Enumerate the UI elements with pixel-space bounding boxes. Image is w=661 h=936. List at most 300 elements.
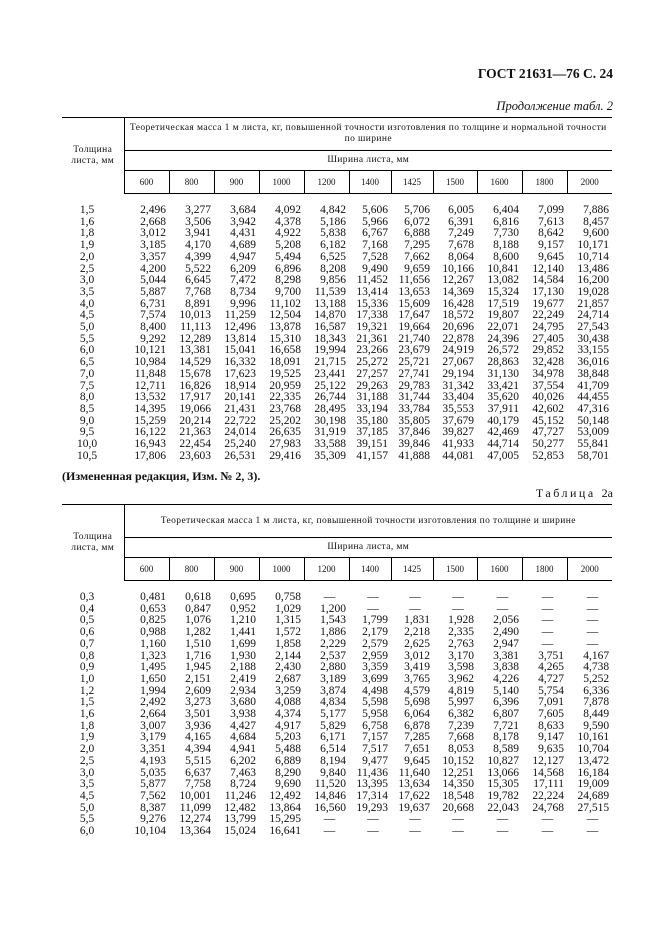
mass-cell: 15,310: [269, 332, 301, 345]
mass-cell: 3,007: [140, 719, 166, 732]
mass-cell: 3,012: [140, 227, 166, 240]
mass-cell: 24,689: [577, 789, 610, 802]
mass-cell: 35,553: [442, 402, 474, 415]
mass-cell: 29,263: [356, 379, 388, 392]
mass-cell: 8,053: [448, 743, 474, 756]
mass-cell: 8,642: [538, 227, 564, 240]
mass-cell: —: [323, 591, 336, 603]
width-col-header: 1425: [391, 558, 433, 581]
mass-cell: —: [496, 825, 509, 838]
mass-cell: —: [409, 602, 421, 615]
mass-cell: 10,001: [179, 789, 211, 802]
mass-cell: 8,724: [230, 778, 256, 791]
thickness-cell: 4,5: [79, 309, 95, 322]
width-col-header: 900: [214, 558, 259, 581]
mass-cell: 7,758: [185, 778, 211, 791]
mass-cell: 26,531: [224, 449, 256, 462]
mass-cell: 44,081: [442, 449, 474, 462]
mass-cell: 27,257: [356, 367, 388, 380]
mass-cell: 7,099: [538, 204, 564, 216]
thickness-cell: 1,9: [79, 731, 95, 744]
mass-cell: 3,699: [362, 672, 388, 685]
mass-cell: —: [586, 602, 599, 615]
mass-cell: 3,941: [185, 227, 211, 240]
mass-cell: 41,709: [577, 379, 610, 392]
mass-cell: 5,494: [275, 250, 301, 263]
mass-cell: 50,277: [532, 438, 564, 451]
mass-cell: 20,214: [179, 414, 211, 427]
width-col-header: 1600: [477, 558, 522, 581]
mass-cell: 17,338: [356, 309, 388, 322]
mass-cell: 10,104: [134, 825, 166, 838]
mass-cell: 4,689: [230, 239, 256, 252]
mass-cell: 1,282: [185, 626, 211, 639]
mass-cell: 5,877: [140, 778, 166, 791]
mass-cell: 1,858: [275, 637, 301, 650]
table-row: [62, 709, 612, 721]
mass-cell: 6,209: [230, 262, 256, 275]
mass-cell: 22,071: [487, 321, 519, 334]
mass-cell: 6,171: [320, 731, 346, 744]
thickness-cell: 1,6: [79, 708, 95, 721]
mass-cell: 1,572: [275, 626, 301, 639]
mass-cell: 2,496: [140, 204, 166, 216]
mass-cell: 2,151: [185, 672, 211, 685]
width-header: Ширина листа, мм: [124, 538, 612, 558]
mass-cell: 2,179: [362, 626, 388, 639]
mass-cell: 18,091: [269, 356, 301, 369]
mass-cell: 38,848: [577, 367, 610, 380]
table-row: [62, 439, 612, 451]
mass-cell: 10,704: [577, 743, 610, 756]
mass-cell: 8,600: [493, 250, 519, 263]
mass-cell: 7,651: [404, 743, 430, 756]
mass-cell: 2,668: [140, 215, 166, 228]
mass-cell: 11,640: [398, 766, 430, 779]
mass-cell: 31,188: [356, 391, 388, 404]
mass-cell: 40,179: [487, 414, 519, 427]
mass-cell: 5,522: [185, 262, 211, 275]
mass-cell: 4,579: [404, 684, 430, 697]
mass-cell: —: [367, 602, 379, 615]
mass-cell: 8,633: [538, 719, 564, 732]
width-values-row: [62, 171, 612, 194]
mass-cell: 3,273: [185, 696, 211, 709]
thickness-cell: 3,0: [79, 766, 95, 779]
mass-cell: 5,606: [362, 204, 388, 216]
mass-cell: 1,441: [230, 626, 256, 639]
mass-cell: 20,696: [442, 321, 474, 334]
mass-cell: 8,457: [583, 215, 610, 228]
mass-cell: 5,203: [275, 731, 301, 744]
mass-cell: —: [586, 626, 599, 639]
mass-cell: 7,168: [362, 239, 388, 252]
mass-cell: 30,438: [577, 332, 610, 345]
width-col-header: 2000: [567, 558, 612, 581]
mass-cell: 7,668: [448, 731, 474, 744]
mass-cell: 1,510: [185, 637, 211, 650]
mass-cell: 45,152: [532, 414, 564, 427]
mass-cell: 22,878: [442, 332, 474, 345]
mass-cell: 33,588: [314, 438, 346, 451]
mass-cell: 9,635: [538, 743, 564, 756]
mass-cell: —: [409, 591, 421, 603]
mass-cell: 19,782: [487, 789, 519, 802]
mass-cell: 3,936: [185, 719, 211, 732]
mass-cell: 31,130: [487, 367, 519, 380]
mass-cell: 12,496: [224, 321, 256, 334]
thickness-cell: 2,5: [79, 754, 95, 767]
mass-cell: 8,891: [185, 297, 211, 310]
mass-cell: 4,834: [320, 696, 346, 709]
mass-cell: 25,240: [224, 438, 256, 451]
mass-cell: 2,229: [320, 637, 346, 650]
mass-cell: 6,889: [275, 754, 301, 767]
mass-cell: 10,714: [577, 250, 610, 263]
mass-cell: 5,698: [404, 696, 430, 709]
mass-cell: 14,846: [314, 789, 346, 802]
mass-cell: 22,335: [269, 391, 301, 404]
mass-cell: 9,590: [583, 719, 610, 732]
mass-cell: 10,013: [179, 309, 211, 322]
mass-cell: 1,495: [140, 661, 166, 674]
width-col-header: 1400: [349, 558, 391, 581]
mass-cell: 6,064: [404, 708, 430, 721]
mass-cell: 9,856: [320, 274, 346, 287]
mass-cell: 2,537: [320, 649, 346, 662]
mass-cell: —: [541, 825, 554, 838]
mass-cell: 15,336: [356, 297, 388, 310]
thickness-cell: 2,0: [79, 250, 95, 263]
mass-cell: 16,560: [314, 801, 346, 814]
mass-cell: 19,637: [398, 801, 430, 814]
mass-cell: 17,111: [533, 778, 564, 791]
mass-cell: 8,449: [583, 708, 610, 721]
width-col-header: 1800: [522, 171, 567, 194]
mass-cell: 4,394: [185, 743, 211, 756]
thickness-cell: 5,0: [79, 801, 95, 814]
mass-cell: —: [452, 591, 464, 603]
mass-cell: 0,618: [185, 591, 211, 603]
mass-cell: 5,887: [140, 285, 166, 298]
thickness-cell: 7,5: [79, 379, 95, 392]
thickness-cell: 0,8: [79, 649, 95, 662]
mass-cell: 10,121: [134, 344, 166, 357]
mass-cell: 19,807: [487, 309, 519, 322]
mass-cell: 1,160: [140, 637, 166, 650]
mass-cell: 23,679: [398, 344, 430, 357]
mass-cell: —: [496, 591, 509, 603]
mass-cell: 9,645: [404, 754, 430, 767]
table-row: [62, 322, 612, 334]
mass-cell: 28,495: [314, 402, 346, 415]
mass-cell: 26,744: [314, 391, 346, 404]
thickness-cell: 1,2: [79, 684, 95, 697]
mass-cell: 6,404: [493, 204, 519, 216]
mass-cell: 6,896: [275, 262, 301, 275]
mass-cell: 9,996: [230, 297, 256, 310]
table-row: [62, 639, 612, 651]
mass-cell: 8,188: [493, 239, 519, 252]
mass-cell: 3,179: [140, 731, 166, 744]
mass-cell: 5,829: [320, 719, 346, 732]
mass-cell: 6,072: [404, 215, 430, 228]
mass-cell: 33,421: [487, 379, 519, 392]
mass-cell: 13,814: [224, 332, 256, 345]
mass-cell: —: [367, 825, 379, 838]
mass-cell: 33,404: [442, 391, 474, 404]
mass-cell: 1,315: [275, 614, 301, 627]
mass-cell: 4,374: [275, 708, 301, 721]
mass-cell: 11,656: [398, 274, 430, 287]
mass-cell: 5,035: [140, 766, 166, 779]
mass-cell: 2,763: [448, 637, 474, 650]
mass-cell: 3,598: [448, 661, 474, 674]
mass-cell: 3,170: [448, 649, 474, 662]
mass-cell: 18,572: [442, 309, 474, 322]
mass-cell: 1,831: [404, 614, 430, 627]
mass-cell: 12,127: [532, 754, 564, 767]
mass-cell: 12,492: [269, 789, 301, 802]
mass-cell: 3,501: [185, 708, 211, 721]
mass-cell: —: [452, 825, 464, 838]
thickness-cell: 1,5: [79, 696, 95, 709]
mass-cell: —: [586, 825, 599, 838]
mass-cell: 14,870: [314, 309, 346, 322]
width-col-header: 1425: [391, 171, 433, 194]
mass-cell: 11,436: [356, 766, 388, 779]
mass-cell: 5,754: [538, 684, 564, 697]
mass-cell: 16,184: [577, 766, 610, 779]
thickness-cell: 6,0: [79, 825, 95, 838]
width-values-row: [62, 558, 612, 581]
mass-cell: 12,251: [442, 766, 474, 779]
mass-cell: 8,734: [230, 285, 256, 298]
mass-cell: 55,841: [577, 438, 610, 451]
mass-cell: 33,155: [577, 344, 610, 357]
mass-cell: 6,637: [185, 766, 211, 779]
width-col-header: 1000: [259, 558, 304, 581]
mass-cell: 13,799: [224, 813, 256, 826]
width-col-header: 1600: [477, 171, 522, 194]
mass-cell: 3,506: [185, 215, 211, 228]
mass-cell: 16,332: [224, 356, 256, 369]
mass-cell: 3,359: [362, 661, 388, 674]
mass-cell: 36,016: [577, 356, 610, 369]
table-row: [62, 369, 612, 381]
mass-cell: 4,170: [185, 239, 211, 252]
mass-cell: 2,609: [185, 684, 211, 697]
width-col-header: 1500: [433, 558, 477, 581]
mass-cell: 25,272: [356, 356, 388, 369]
mass-cell: —: [367, 813, 379, 826]
mass-cell: 23,768: [269, 402, 301, 415]
mass-cell: 11,520: [314, 778, 346, 791]
mass-cell: 13,381: [179, 344, 211, 357]
mass-cell: 13,634: [398, 778, 430, 791]
mass-cell: 7,613: [538, 215, 564, 228]
table-row: [62, 581, 612, 604]
mass-cell: 16,641: [269, 825, 301, 838]
mass-cell: 12,289: [179, 332, 211, 345]
mass-cell: 8,387: [140, 801, 166, 814]
mass-cell: 19,525: [269, 367, 301, 380]
mass-cell: 2,625: [404, 637, 430, 650]
mass-cell: 8,400: [140, 321, 166, 334]
width-header: Ширина листа, мм: [124, 151, 612, 171]
mass-cell: 4,941: [230, 743, 256, 756]
mass-cell: 19,677: [532, 297, 564, 310]
mass-cell: 1,200: [320, 602, 346, 615]
thickness-cell: 10,0: [76, 438, 98, 451]
mass-cell: 4,378: [275, 215, 301, 228]
width-col-header: 2000: [567, 171, 612, 194]
mass-cell: 5,997: [448, 696, 474, 709]
width-col-header: 1400: [349, 171, 391, 194]
mass-cell: 22,454: [179, 438, 211, 451]
width-col-header: 1000: [259, 171, 304, 194]
mass-cell: 30,198: [314, 414, 346, 427]
mass-cell: —: [586, 813, 599, 826]
mass-cell: 0,825: [140, 614, 166, 627]
mass-cell: 11,848: [134, 367, 166, 380]
mass-cell: 3,189: [320, 672, 346, 685]
mass-cell: 15,041: [224, 344, 256, 357]
thickness-cell: 3,5: [79, 778, 95, 791]
width-col-header: 600: [124, 558, 169, 581]
mass-table-2a: [62, 504, 612, 838]
mass-cell: 11,102: [269, 297, 301, 310]
mass-cell: 37,679: [442, 414, 474, 427]
mass-cell: 7,878: [583, 696, 610, 709]
mass-cell: 2,335: [448, 626, 474, 639]
mass-cell: 24,795: [532, 321, 564, 334]
mass-cell: 8,178: [493, 731, 519, 744]
mass-cell: 4,498: [362, 684, 388, 697]
mass-cell: 10,841: [487, 262, 519, 275]
thickness-cell: 0,5: [79, 614, 95, 627]
thickness-cell: 1,6: [79, 215, 95, 228]
mass-cell: 26,572: [487, 344, 519, 357]
mass-cell: 2,490: [493, 626, 519, 639]
mass-cell: —: [541, 637, 554, 650]
mass-cell: —: [409, 825, 421, 838]
mass-cell: —: [323, 825, 336, 838]
mass-cell: 1,029: [275, 602, 301, 615]
mass-cell: 1,543: [320, 614, 346, 627]
mass-cell: 31,744: [398, 391, 430, 404]
mass-cell: 22,043: [487, 801, 519, 814]
mass-cell: 7,157: [362, 731, 388, 744]
mass-cell: 6,878: [404, 719, 430, 732]
thickness-cell: 6,0: [79, 344, 95, 357]
mass-cell: 8,290: [275, 766, 301, 779]
mass-cell: 42,602: [532, 402, 564, 415]
table-row: [62, 404, 612, 416]
mass-cell: 9,157: [538, 239, 564, 252]
table-label-number: 2а: [601, 486, 613, 500]
mass-cell: 7,249: [448, 227, 474, 240]
mass-cell: 3,838: [493, 661, 519, 674]
mass-cell: 6,182: [320, 239, 346, 252]
mass-cell: 16,658: [269, 344, 301, 357]
mass-cell: 5,252: [583, 672, 610, 685]
mass-cell: 52,853: [532, 449, 564, 462]
mass-cell: 17,314: [356, 789, 388, 802]
mass-cell: 11,259: [224, 309, 256, 322]
mass-cell: 15,678: [179, 367, 211, 380]
page-header: ГОСТ 21631—76 С. 24: [477, 66, 613, 81]
mass-cell: 5,044: [140, 274, 166, 287]
mass-cell: 10,161: [577, 731, 610, 744]
mass-cell: 17,130: [532, 285, 564, 298]
mass-cell: 1,716: [185, 649, 211, 662]
mass-cell: 24,714: [577, 309, 610, 322]
mass-cell: 5,598: [362, 696, 388, 709]
mass-cell: 9,147: [538, 731, 564, 744]
mass-cell: 3,942: [230, 215, 256, 228]
mass-cell: 35,805: [398, 414, 430, 427]
mass-cell: 12,504: [269, 309, 301, 322]
mass-cell: 40,026: [532, 391, 564, 404]
mass-cell: 5,186: [320, 215, 346, 228]
mass-cell: 16,122: [134, 426, 166, 439]
mass-cell: 13,864: [269, 801, 301, 814]
mass-cell: 9,477: [362, 754, 388, 767]
mass-cell: 0,988: [140, 626, 166, 639]
mass-cell: 19,028: [577, 285, 610, 298]
mass-header: Теоретическая масса 1 м листа, кг, повышенной точности изготовления по толщине и ширине: [124, 505, 612, 538]
mass-cell: 3,765: [404, 672, 430, 685]
mass-cell: 3,684: [230, 204, 256, 216]
mass-cell: 4,265: [538, 661, 564, 674]
mass-cell: 18,548: [442, 789, 474, 802]
thickness-cell: 5,0: [79, 321, 95, 334]
mass-cell: 27,515: [577, 801, 610, 814]
mass-cell: 4,167: [583, 649, 610, 662]
thickness-cell: 5,5: [79, 332, 95, 345]
thickness-cell: 2,5: [79, 262, 95, 275]
thickness-cell: 0,3: [79, 590, 95, 603]
mass-cell: 14,369: [442, 285, 474, 298]
thickness-cell: 3,5: [79, 285, 95, 298]
revision-note: (Измененная редакция, Изм. № 2, 3).: [62, 469, 261, 483]
width-col-header: 900: [214, 171, 259, 194]
mass-cell: 3,277: [185, 204, 211, 216]
mass-cell: 13,395: [356, 778, 388, 791]
mass-cell: 15,609: [398, 297, 430, 310]
mass-cell: 9,840: [320, 766, 346, 779]
thickness-cell: 3,0: [79, 274, 95, 287]
width-col-header: 1800: [522, 558, 567, 581]
mass-cell: 33,194: [356, 402, 388, 415]
mass-cell: 3,012: [404, 649, 430, 662]
mass-cell: 24,014: [224, 426, 256, 439]
mass-cell: 1,945: [185, 661, 211, 674]
mass-cell: 8,298: [275, 274, 301, 287]
mass-cell: 23,603: [179, 449, 211, 462]
mass-cell: 13,878: [269, 321, 301, 334]
mass-cell: 27,405: [532, 332, 564, 345]
mass-cell: 2,664: [140, 708, 166, 721]
mass-cell: 6,807: [493, 708, 519, 721]
mass-cell: 2,947: [493, 637, 519, 650]
mass-cell: 6,758: [362, 719, 388, 732]
mass-cell: 14,350: [442, 778, 474, 791]
mass-cell: 4,842: [320, 204, 346, 216]
mass-cell: 13,532: [134, 391, 166, 404]
mass-cell: 17,622: [398, 789, 430, 802]
